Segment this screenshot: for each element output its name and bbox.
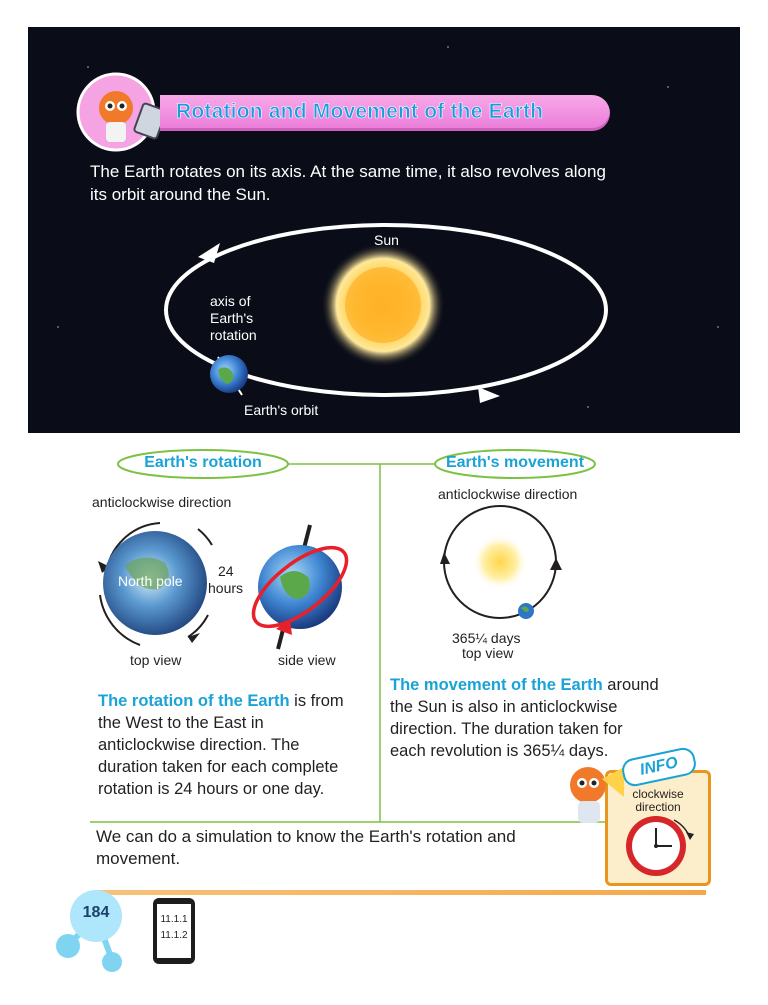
hours-number: 24 bbox=[218, 563, 234, 579]
north-pole-label: North pole bbox=[118, 573, 183, 589]
orbit-label: Earth's orbit bbox=[244, 402, 319, 418]
axis-label-1: axis of bbox=[210, 293, 251, 309]
revolution-diagram bbox=[430, 500, 580, 630]
movement-body: around the Sun is also in anticlockwise direction. The duration taken for each revolution is 365¼ days. bbox=[390, 676, 659, 760]
movement-highlight: The movement of the Earth bbox=[390, 676, 603, 694]
page-number: 184 bbox=[82, 904, 110, 921]
rotation-explanation bbox=[98, 690, 348, 800]
code-1[interactable]: 11.1.1 bbox=[160, 914, 188, 925]
movement-direction-label: anticlockwise direction bbox=[438, 486, 578, 502]
rotation-heading: Earth's rotation bbox=[144, 454, 262, 471]
hours-word: hours bbox=[208, 580, 244, 596]
rotation-side-view-label: side view bbox=[278, 652, 336, 668]
simulation-text: We can do a simulation to know the Earth's rotation and movement. bbox=[96, 827, 516, 868]
footer-bar bbox=[96, 890, 706, 895]
movement-heading: Earth's movement bbox=[445, 454, 585, 471]
rotation-top-view-label: top view bbox=[130, 652, 182, 668]
rotation-highlight: The rotation of the Earth bbox=[98, 692, 290, 710]
clock-icon bbox=[616, 812, 696, 878]
axis-label-3: rotation bbox=[210, 327, 257, 343]
movement-top-view-label: top view bbox=[462, 645, 514, 661]
orbit-arrow-left bbox=[198, 243, 220, 263]
rotation-direction-label: anticlockwise direction bbox=[92, 494, 232, 510]
mascot-icon bbox=[76, 72, 172, 152]
rotation-body: is from the West to the East in anticlockwise direction. The duration taken for each complete rotation is 24 hours or one day. bbox=[98, 692, 344, 798]
info-badge: INFO bbox=[620, 746, 698, 789]
code-2[interactable]: 11.1.2 bbox=[160, 930, 188, 941]
sun-label: Sun bbox=[374, 232, 399, 248]
clockwise-label-2: direction bbox=[635, 800, 681, 814]
intro-text: The Earth rotates on its axis. At the same time, it also revolves along its orbit around the Sun. bbox=[90, 162, 606, 204]
page-title: Rotation and Movement of the Earth bbox=[176, 100, 544, 123]
days-label: 365¼ days bbox=[452, 630, 521, 646]
axis-label-2: Earth's bbox=[210, 310, 254, 326]
orbit-arrow-right bbox=[478, 387, 500, 403]
clockwise-label-1: clockwise bbox=[632, 787, 684, 801]
page-number-molecule-icon bbox=[50, 888, 150, 978]
